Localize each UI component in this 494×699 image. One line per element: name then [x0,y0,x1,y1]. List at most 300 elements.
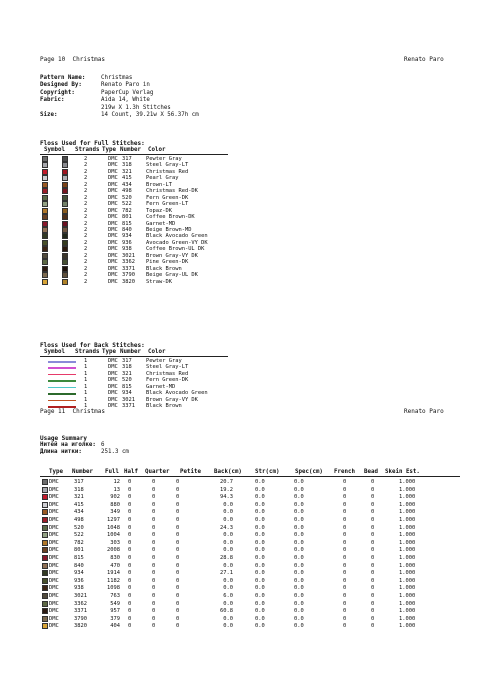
cell-number: 415 [122,175,132,182]
cell-full: 957 [110,608,120,615]
cell-french: 0 [343,585,347,592]
cell-spec: 0.0 [294,532,304,539]
info-value: 14 Count, 39.21w X 56.37h cm [101,112,199,118]
column-header: Skein Est. [385,469,420,475]
color-swatch [42,623,48,629]
symbol-icon [62,259,68,265]
backstitch-line [48,400,76,402]
full-stitches-title: Floss Used for Full Stitches: [40,140,145,147]
cell-quarter: 0 [152,547,156,554]
cell-type: DMC [108,194,118,201]
cell-type: DMC [49,623,59,630]
cell-number: 782 [122,207,132,214]
cell-half: 0 [128,570,132,577]
cell-str: 0.0 [255,585,265,592]
cell-full: 12 [113,479,120,485]
column-header: Strands [75,349,100,355]
cell-back: 0.0 [223,600,233,607]
cell-strands: 2 [84,188,88,195]
cell-bead: 0 [371,494,375,501]
symbol-icon [62,233,68,239]
cell-petite: 0 [176,577,180,584]
cell-petite: 0 [176,623,180,630]
cell-bead: 0 [371,593,375,599]
cell-french: 0 [343,501,347,508]
cell-quarter: 0 [152,532,156,539]
symbol-icon [62,182,68,188]
symbol-icon [62,227,68,233]
color-swatch [42,188,48,194]
cell-bead: 0 [371,570,375,577]
color-swatch [42,240,48,246]
cell-spec: 0.0 [294,562,304,569]
cell-color: Garnet-MD [146,383,176,390]
cell-type: DMC [49,585,59,592]
cell-strands: 2 [84,175,88,182]
cell-half: 0 [128,486,132,493]
cell-strands: 2 [84,201,88,208]
cell-number: 815 [122,383,132,390]
cell-spec: 0.0 [294,600,304,607]
cell-strands: 2 [84,272,88,279]
column-header: Strands [75,147,100,153]
cell-strands: 2 [84,233,88,240]
cell-number: 318 [122,364,132,371]
cell-french: 0 [343,509,347,516]
cell-skein: 1.000 [399,501,416,508]
cell-spec: 0.0 [294,539,304,546]
cell-strands: 2 [84,162,88,169]
cell-number: 840 [122,226,132,233]
symbol-icon [62,240,68,246]
cell-number: 317 [122,156,132,162]
color-swatch [42,208,48,214]
color-swatch [42,487,48,493]
cell-color: Christmas Red-DK [146,188,198,195]
color-swatch [42,201,48,207]
color-swatch [42,227,48,233]
cell-color: Topaz-DK [146,207,172,214]
cell-type: DMC [49,600,59,607]
cell-back: 6.0 [223,593,233,599]
cell-type: DMC [108,246,118,253]
cell-strands: 2 [84,194,88,201]
cell-number: 498 [74,517,84,523]
info-label: Size: [40,112,58,118]
cell-strands: 2 [84,252,88,259]
color-swatch [42,532,48,538]
symbol-icon [62,279,68,285]
cell-petite: 0 [176,555,180,561]
cell-number: 840 [74,562,84,569]
cell-petite: 0 [176,509,180,516]
cell-number: 317 [122,358,132,364]
backstitch-line [48,367,76,369]
cell-type: DMC [108,188,118,195]
column-header: Type [102,349,116,355]
cell-strands: 1 [84,377,88,384]
color-swatch [42,272,48,278]
color-swatch [42,233,48,239]
cell-color: Fern Green-LT [146,201,189,208]
cell-full: 2008 [107,547,120,554]
cell-number: 3362 [122,259,135,266]
usage-info-value: 6 [101,442,105,448]
cell-full: 1914 [107,570,120,577]
symbol-icon [62,272,68,278]
symbol-icon [62,214,68,220]
cell-quarter: 0 [152,562,156,569]
cell-str: 0.0 [255,524,265,531]
cell-color: Brown-LT [146,181,172,188]
cell-str: 0.0 [255,593,265,599]
cell-number: 936 [74,577,84,584]
cell-petite: 0 [176,517,180,523]
cell-half: 0 [128,494,132,501]
color-swatch [42,570,48,576]
cell-str: 0.0 [255,623,265,630]
cell-number: 434 [122,181,132,188]
color-swatch [42,195,48,201]
symbol-icon [62,246,68,252]
cell-number: 936 [122,239,132,246]
cell-strands: 2 [84,220,88,227]
cell-french: 0 [343,524,347,531]
cell-strands: 1 [84,364,88,371]
cell-type: DMC [49,501,59,508]
cell-bead: 0 [371,623,375,630]
cell-bead: 0 [371,479,375,485]
cell-bead: 0 [371,555,375,561]
cell-petite: 0 [176,547,180,554]
backstitch-line [48,361,76,363]
cell-quarter: 0 [152,494,156,501]
cell-color: Pearl Gray [146,175,179,182]
cell-number: 498 [122,188,132,195]
color-swatch [42,156,48,162]
cell-str: 0.0 [255,501,265,508]
color-swatch [42,547,48,553]
cell-type: DMC [108,226,118,233]
color-swatch [42,593,48,599]
cell-half: 0 [128,479,132,485]
cell-half: 0 [128,509,132,516]
cell-number: 3021 [122,252,135,259]
cell-back: 0.0 [223,623,233,630]
cell-petite: 0 [176,608,180,615]
cell-str: 0.0 [255,494,265,501]
info-row [40,112,199,119]
cell-quarter: 0 [152,479,156,485]
cell-color: Straw-DK [146,278,172,285]
cell-type: DMC [108,358,118,364]
cell-bead: 0 [371,608,375,615]
column-header: Full [105,469,119,475]
backstitch-line [48,374,76,376]
cell-back: 0.0 [223,615,233,622]
usage-info-label: Нитей на иголке: [40,442,96,448]
cell-french: 0 [343,615,347,622]
usage-info-row [40,449,129,456]
column-header: Quarter [145,469,170,475]
color-swatch [42,578,48,584]
cell-petite: 0 [176,593,180,599]
cell-str: 0.0 [255,517,265,523]
cell-number: 321 [122,370,132,377]
cell-back: 19.2 [220,486,233,493]
table-rule [40,476,460,477]
cell-skein: 1.000 [399,608,416,615]
info-label: Fabric: [40,97,65,104]
cell-full: 379 [110,615,120,622]
cell-type: DMC [108,252,118,259]
cell-type: DMC [49,539,59,546]
cell-skein: 1.000 [399,524,416,531]
cell-number: 815 [74,555,84,561]
cell-type: DMC [108,207,118,214]
cell-bead: 0 [371,501,375,508]
back-stitches-title: Floss Used for Back Stitches: [40,342,145,349]
cell-french: 0 [343,577,347,584]
column-header: Petite [180,469,201,475]
cell-color: Black Avocado Green [146,390,208,397]
cell-back: 0.0 [223,501,233,508]
cell-back: 0.0 [223,577,233,584]
cell-half: 0 [128,600,132,607]
cell-type: DMC [108,239,118,246]
color-swatch [42,525,48,531]
cell-french: 0 [343,547,347,554]
cell-number: 938 [74,585,84,592]
cell-spec: 0.0 [294,501,304,508]
cell-number: 3021 [74,593,87,599]
cell-quarter: 0 [152,600,156,607]
cell-full: 880 [110,501,120,508]
table-rule [40,154,228,155]
cell-french: 0 [343,532,347,539]
cell-number: 815 [122,220,132,227]
cell-strands: 1 [84,383,88,390]
column-header: Type [49,469,63,475]
cell-number: 520 [122,194,132,201]
cell-color: Steel Gray-LT [146,364,189,371]
symbol-icon [62,195,68,201]
column-header: Number [120,147,141,153]
color-swatch [42,479,48,485]
cell-skein: 1.000 [399,555,416,561]
cell-skein: 1.000 [399,494,416,501]
cell-bead: 0 [371,486,375,493]
cell-full: 902 [110,494,120,501]
cell-color: Fern Green-DK [146,377,189,384]
cell-quarter: 0 [152,593,156,599]
cell-strands: 2 [84,259,88,266]
cell-french: 0 [343,479,347,485]
cell-str: 0.0 [255,600,265,607]
column-header: Color [148,147,166,153]
cell-number: 434 [74,509,84,516]
color-swatch [42,502,48,508]
cell-type: DMC [49,524,59,531]
column-header: Half [124,469,138,475]
cell-type: DMC [108,162,118,169]
column-header: Type [102,147,116,153]
info-label: Copyright: [40,89,75,96]
cell-half: 0 [128,562,132,569]
usage-info-label: Длина нитки: [40,449,82,456]
cell-half: 0 [128,608,132,615]
cell-full: 13 [113,486,120,493]
info-row [40,75,132,82]
cell-quarter: 0 [152,486,156,493]
cell-number: 520 [74,524,84,531]
color-swatch [42,517,48,523]
cell-bead: 0 [371,585,375,592]
cell-bead: 0 [371,517,375,523]
cell-number: 934 [122,233,132,240]
column-header: Color [148,349,166,355]
column-header: Number [120,349,141,355]
cell-type: DMC [49,547,59,554]
cell-type: DMC [49,532,59,539]
cell-spec: 0.0 [294,577,304,584]
cell-spec: 0.0 [294,615,304,622]
cell-bead: 0 [371,509,375,516]
cell-type: DMC [49,577,59,584]
cell-number: 934 [122,390,132,397]
color-swatch [42,182,48,188]
cell-quarter: 0 [152,509,156,516]
cell-skein: 1.000 [399,615,416,622]
cell-petite: 0 [176,600,180,607]
info-row [40,82,150,89]
cell-petite: 0 [176,539,180,546]
cell-skein: 1.000 [399,479,416,485]
cell-type: DMC [49,479,59,485]
cell-half: 0 [128,532,132,539]
cell-skein: 1.000 [399,509,416,516]
cell-color: Pewter Gray [146,156,182,162]
info-label: Designed By: [40,82,82,89]
cell-quarter: 0 [152,555,156,561]
cell-skein: 1.000 [399,593,416,599]
cell-number: 3371 [122,265,135,272]
info-value: PaperCup Verlag [101,89,154,96]
cell-str: 0.0 [255,615,265,622]
cell-petite: 0 [176,501,180,508]
cell-number: 3820 [122,278,135,285]
cell-strands: 2 [84,168,88,175]
page-header-left: Page 10 Christmas [40,56,106,63]
symbol-icon [62,169,68,175]
cell-type: DMC [108,181,118,188]
cell-str: 0.0 [255,532,265,539]
color-swatch [42,253,48,259]
cell-bead: 0 [371,539,375,546]
cell-bead: 0 [371,615,375,622]
info-value: Renato Paro in [101,82,150,89]
cell-bead: 0 [371,524,375,531]
cell-half: 0 [128,577,132,584]
cell-petite: 0 [176,494,180,501]
cell-number: 801 [122,214,132,221]
cell-skein: 1.000 [399,562,416,569]
cell-number: 415 [74,501,84,508]
cell-number: 317 [74,479,84,485]
cell-spec: 0.0 [294,608,304,615]
cell-skein: 1.000 [399,486,416,493]
symbol-icon [62,188,68,194]
cell-str: 0.0 [255,547,265,554]
cell-french: 0 [343,539,347,546]
cell-color: Beige Gray-UL DK [146,272,198,279]
cell-petite: 0 [176,585,180,592]
cell-back: 94.3 [220,494,233,501]
color-swatch [42,555,48,561]
cell-number: 3790 [122,272,135,279]
cell-skein: 1.000 [399,539,416,546]
cell-half: 0 [128,517,132,523]
column-header: Symbol [44,349,65,355]
symbol-icon [62,208,68,214]
cell-quarter: 0 [152,517,156,523]
cell-type: DMC [108,259,118,266]
cell-strands: 1 [84,390,88,397]
cell-petite: 0 [176,524,180,531]
color-swatch [42,585,48,591]
info-label: Pattern Name: [40,75,86,81]
cell-color: Black Brown [146,265,182,272]
cell-number: 522 [122,201,132,208]
cell-quarter: 0 [152,570,156,577]
cell-type: DMC [49,608,59,615]
cell-number: 938 [122,246,132,253]
cell-full: 549 [110,600,120,607]
cell-type: DMC [108,265,118,272]
cell-strands: 2 [84,181,88,188]
cell-back: 0.0 [223,547,233,554]
column-header: Str(cm) [255,469,280,475]
cell-full: 830 [110,555,120,561]
cell-bead: 0 [371,532,375,539]
cell-strands: 2 [84,156,88,162]
color-swatch [42,494,48,500]
cell-number: 3371 [122,403,135,410]
cell-quarter: 0 [152,615,156,622]
backstitch-line [48,393,76,395]
cell-color: Black Brown [146,403,182,410]
info-row [40,90,153,97]
color-swatch [42,608,48,614]
cell-type: DMC [108,233,118,240]
cell-number: 318 [74,486,84,493]
cell-skein: 1.000 [399,547,416,554]
color-swatch [42,509,48,515]
cell-str: 0.0 [255,608,265,615]
cell-type: DMC [108,396,118,403]
info-row [40,97,150,104]
cell-type: DMC [108,220,118,227]
cell-back: 28.8 [220,555,233,561]
cell-back: 0.0 [223,562,233,569]
cell-type: DMC [108,383,118,390]
cell-color: Coffee Brown-DK [146,214,195,221]
color-swatch [42,601,48,607]
cell-skein: 1.000 [399,577,416,584]
cell-french: 0 [343,517,347,523]
cell-half: 0 [128,555,132,561]
cell-strands: 2 [84,265,88,272]
